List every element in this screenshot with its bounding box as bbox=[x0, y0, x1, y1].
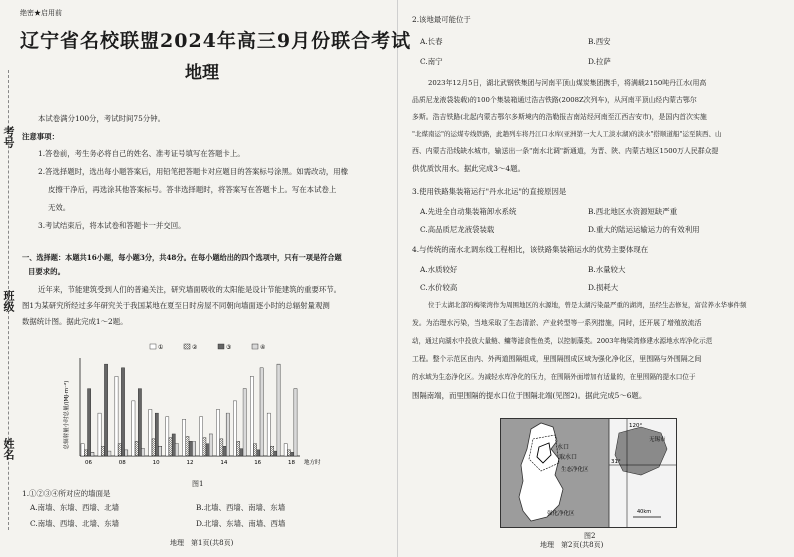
bar-②-15 bbox=[237, 441, 240, 456]
q1-option-d[interactable]: D.北墙、东墙、南墙、西墙 bbox=[196, 519, 286, 528]
note-2a: 2.答选择题时，选出每小题答案后，用铅笔把答题卡对应题目的答案标号涂黑。如需改动，用橡 bbox=[38, 167, 349, 176]
intro-score: 本试卷满分100分，考试时间75分钟。 bbox=[38, 114, 165, 123]
bar-①-6 bbox=[81, 444, 84, 456]
side-label-kaohao: 考号 bbox=[2, 126, 15, 148]
q1-option-b[interactable]: B.北墙、西墙、南墙、东墙 bbox=[196, 503, 286, 512]
bar-②-9 bbox=[135, 441, 138, 456]
subject-title: 地理 bbox=[185, 63, 219, 83]
bar-①-12 bbox=[183, 419, 186, 456]
bar-③-17 bbox=[274, 451, 277, 456]
bar-①-9 bbox=[132, 401, 135, 456]
bar-④-12 bbox=[192, 441, 195, 456]
bar-④-13 bbox=[209, 434, 212, 456]
bar-④-8 bbox=[125, 450, 128, 456]
page-title: 辽宁省名校联盟2024年高三9月份联合考试 bbox=[20, 30, 412, 52]
q4-option-b[interactable]: B.水量较大 bbox=[588, 265, 626, 274]
q1-option-a[interactable]: A.南墙、东墙、西墙、北墙 bbox=[30, 503, 119, 512]
bar-③-13 bbox=[206, 444, 209, 456]
bar-④-16 bbox=[260, 368, 263, 456]
q2-stem: 2.该地最可能位于 bbox=[412, 15, 471, 24]
lake-map-svg bbox=[501, 419, 676, 527]
label-zone1: 取水口 bbox=[559, 454, 578, 461]
figure2-caption: 图2 bbox=[584, 532, 596, 540]
legend-label-2: ③ bbox=[226, 344, 232, 351]
label-zone3: 强化净化区 bbox=[547, 511, 575, 517]
q1-option-c[interactable]: C.南墙、西墙、北墙、东墙 bbox=[30, 519, 120, 528]
x-tick-10: 10 bbox=[152, 460, 160, 466]
bar-④-10 bbox=[158, 446, 161, 456]
figure1-caption: 图1 bbox=[192, 480, 204, 488]
label-wuxi: 无锡市 bbox=[649, 437, 666, 443]
passage3-line-1: 位于太湖北部的梅梁湾作为周围地区的水源地，曾是太湖污染最严重的湖湾，虽经生态修复，富营养水华事件频 bbox=[428, 301, 747, 309]
side-label-banji: 班级 bbox=[2, 290, 15, 312]
bar-①-15 bbox=[233, 401, 236, 456]
q1-stem: 1.①②③④所对应的墙面是 bbox=[22, 489, 111, 498]
bar-③-8 bbox=[121, 368, 124, 456]
bar-②-14 bbox=[220, 439, 223, 456]
x-tick-14: 14 bbox=[220, 460, 228, 466]
bar-②-8 bbox=[118, 444, 121, 456]
passage2-line-5: 西、内蒙古沿线缺水城市，输送出一条"南水北调"新通道，为晋、陕、内蒙古地区1500万人民群众提 bbox=[412, 147, 719, 155]
bar-②-10 bbox=[152, 439, 155, 456]
legend-label-0: ① bbox=[158, 344, 164, 351]
x-tick-16: 16 bbox=[254, 460, 262, 466]
passage2-line-4: "北煤南运"的运煤专线铁路，此趟列车将丹江口水库(亚洲第一大人工淡水湖)的淡水"搭顺道船"运至陕西、山 bbox=[412, 130, 722, 138]
q4-option-d[interactable]: D.损耗大 bbox=[588, 283, 619, 292]
q4-option-c[interactable]: C.水价较高 bbox=[420, 283, 458, 292]
legend-swatch-2 bbox=[218, 344, 224, 349]
bar-②-11 bbox=[169, 438, 172, 456]
bar-④-7 bbox=[108, 451, 111, 456]
bar-④-17 bbox=[277, 364, 280, 456]
bar-③-18 bbox=[291, 452, 294, 456]
section1-passage-2: 图1为某研究所经过多年研究关于我国某地在夏至日时房屋不同朝向墙面逐小时的总辐射量观测 bbox=[22, 301, 330, 310]
bar-③-15 bbox=[240, 449, 243, 456]
q4-option-a[interactable]: A.水质较好 bbox=[420, 265, 458, 274]
bar-①-10 bbox=[149, 409, 152, 456]
q3-option-c[interactable]: C.高品质尼龙液袋装载 bbox=[420, 225, 495, 234]
label-scale: 40km bbox=[637, 509, 652, 515]
secret-mark: 绝密★启用前 bbox=[20, 9, 62, 17]
note-2c: 无效。 bbox=[48, 203, 71, 212]
bar-①-11 bbox=[166, 417, 169, 456]
passage2-line-2: 品质尼龙液袋装载)的100个集装箱通过浩吉铁路(2008Z次列车)，从河南平顶山经内蒙古鄂尔 bbox=[412, 96, 697, 104]
bar-④-14 bbox=[226, 413, 229, 456]
bar-②-18 bbox=[287, 450, 290, 456]
label-zone2: 生态净化区 bbox=[561, 467, 589, 473]
passage2-line-6: 供优质饮用水。据此完成3～4题。 bbox=[412, 164, 525, 173]
q3-stem: 3.使用铁路集装箱运行"丹水北运"的直接原因是 bbox=[412, 187, 567, 196]
bar-④-11 bbox=[175, 444, 178, 456]
bar-②-12 bbox=[186, 436, 189, 456]
bar-③-12 bbox=[189, 441, 192, 456]
label-lon: 120° bbox=[629, 423, 643, 429]
note-3: 3.考试结束后，将本试卷和答题卡一并交回。 bbox=[38, 221, 186, 230]
x-axis-label: 地方时 bbox=[304, 460, 321, 466]
q2-option-b[interactable]: B.西安 bbox=[588, 37, 611, 46]
q2-option-c[interactable]: C.南宁 bbox=[420, 57, 443, 66]
bar-④-15 bbox=[243, 389, 246, 456]
legend-swatch-0 bbox=[150, 344, 156, 349]
bar-③-14 bbox=[223, 446, 226, 456]
q3-option-a[interactable]: A.先进全自动集装箱卸水系统 bbox=[420, 207, 517, 216]
legend-label-3: ④ bbox=[260, 344, 266, 351]
chart-legend bbox=[150, 344, 265, 351]
bar-②-7 bbox=[101, 446, 104, 456]
footer-left: 地理 第1页(共8页) bbox=[170, 539, 234, 547]
x-tick-06: 06 bbox=[84, 460, 92, 466]
section1-passage-1: 近年来，节能建筑受到人们的普遍关注，研究墙面吸收的太阳能是设计节能建筑的重要环节。 bbox=[38, 285, 342, 294]
section1-passage-3: 数据统计图。据此完成1～2题。 bbox=[22, 317, 128, 326]
bar-④-9 bbox=[142, 449, 145, 456]
bar-①-16 bbox=[250, 376, 253, 456]
passage3-line-3: 动，通过向湖水中投放大量鲢、鳙等滤食性鱼类，以控制藻类。2003年梅梁湾修建水源地水库净化示范 bbox=[412, 337, 713, 345]
section1-title-cont: 目要求的。 bbox=[28, 267, 65, 276]
x-tick-12: 12 bbox=[186, 460, 194, 466]
side-label-xingming: 姓名 bbox=[2, 438, 15, 460]
legend-label-1: ② bbox=[192, 344, 198, 351]
bar-②-6 bbox=[84, 450, 87, 456]
bar-③-7 bbox=[104, 364, 107, 456]
passage3-line-6: 围隔南端，而里围隔的提水口位于围隔北端(见图2)。据此完成5～6题。 bbox=[412, 391, 647, 400]
passage3-line-4: 工程。整个示范区由内、外两道围隔组成，里围隔围成区域为强化净化区，里围隔与外围隔之间 bbox=[412, 355, 702, 363]
chart-y-label: 总辐射量小时总量/(MJ·m⁻²) bbox=[64, 380, 70, 450]
legend-swatch-3 bbox=[252, 344, 258, 349]
bar-②-17 bbox=[270, 446, 273, 456]
bar-①-17 bbox=[267, 413, 270, 456]
passage2-line-1: 2023年12月5日，湖北武钢铁集团与河南平顶山煤炭集团携手，将满载2150吨丹江水(用高 bbox=[428, 79, 707, 87]
bar-③-16 bbox=[257, 450, 260, 456]
bar-①-14 bbox=[216, 409, 219, 456]
q2-option-a[interactable]: A.长春 bbox=[420, 37, 443, 46]
notes-title: 注意事项： bbox=[22, 132, 59, 141]
bar-③-10 bbox=[155, 413, 158, 456]
q3-option-d[interactable]: D.重大的陆运运输运力的有效利用 bbox=[588, 225, 700, 234]
lake-map bbox=[500, 418, 677, 528]
bar-③-6 bbox=[88, 389, 91, 456]
q4-stem: 4.与传统的南水北调东线工程相比，该铁路集装箱运水的优势主要体现在 bbox=[412, 245, 649, 254]
passage3-line-5: 的水域为生态净化区。为减轻水库净化的压力，在围隔外面增加有适量的，在里围隔的提水口位于 bbox=[412, 373, 696, 381]
radiation-chart bbox=[60, 340, 340, 478]
bar-②-16 bbox=[253, 444, 256, 456]
x-tick-18: 18 bbox=[288, 460, 296, 466]
x-tick-08: 08 bbox=[118, 460, 126, 466]
bar-④-6 bbox=[91, 452, 94, 456]
section1-title: 一、选择题：本题共16小题，每小题3分，共48分。在每小题给出的四个选项中，只有一项是符合题 bbox=[22, 253, 342, 262]
bar-④-18 bbox=[294, 389, 297, 456]
bar-①-8 bbox=[115, 376, 118, 456]
passage2-line-3: 多斯。浩吉铁路(北起内蒙古鄂尔多斯境内的浩勒报吉南站经河南至江西吉安市)，是国内首次实施 bbox=[412, 113, 707, 121]
bar-①-18 bbox=[284, 444, 287, 456]
q2-option-d[interactable]: D.拉萨 bbox=[588, 57, 611, 66]
bar-①-13 bbox=[199, 417, 202, 456]
bar-③-9 bbox=[138, 389, 141, 456]
note-1: 1.答卷前，考生务必将自己的姓名、准考证号填写在答题卡上。 bbox=[38, 149, 245, 158]
bar-②-13 bbox=[203, 438, 206, 456]
passage3-line-2: 发。为治理水污染，当地采取了生态清淤、产业转型等一系列措施，同时，还开展了增殖放流活 bbox=[412, 319, 702, 327]
footer-right: 地理 第2页(共8页) bbox=[540, 541, 604, 549]
chart-plot-area bbox=[80, 358, 321, 466]
label-lat: 31° bbox=[611, 459, 621, 465]
note-2b: 皮擦干净后，再选涂其他答案标号。答非选择题时，将答案写在答题卡上。写在本试卷上 bbox=[48, 185, 337, 194]
legend-swatch-1 bbox=[184, 344, 190, 349]
bar-③-11 bbox=[172, 434, 175, 456]
page-divider bbox=[397, 0, 398, 557]
q3-option-b[interactable]: B.西北地区水资源短缺严重 bbox=[588, 207, 678, 216]
label-intake: 水口 bbox=[557, 444, 570, 451]
bar-①-7 bbox=[98, 413, 101, 456]
